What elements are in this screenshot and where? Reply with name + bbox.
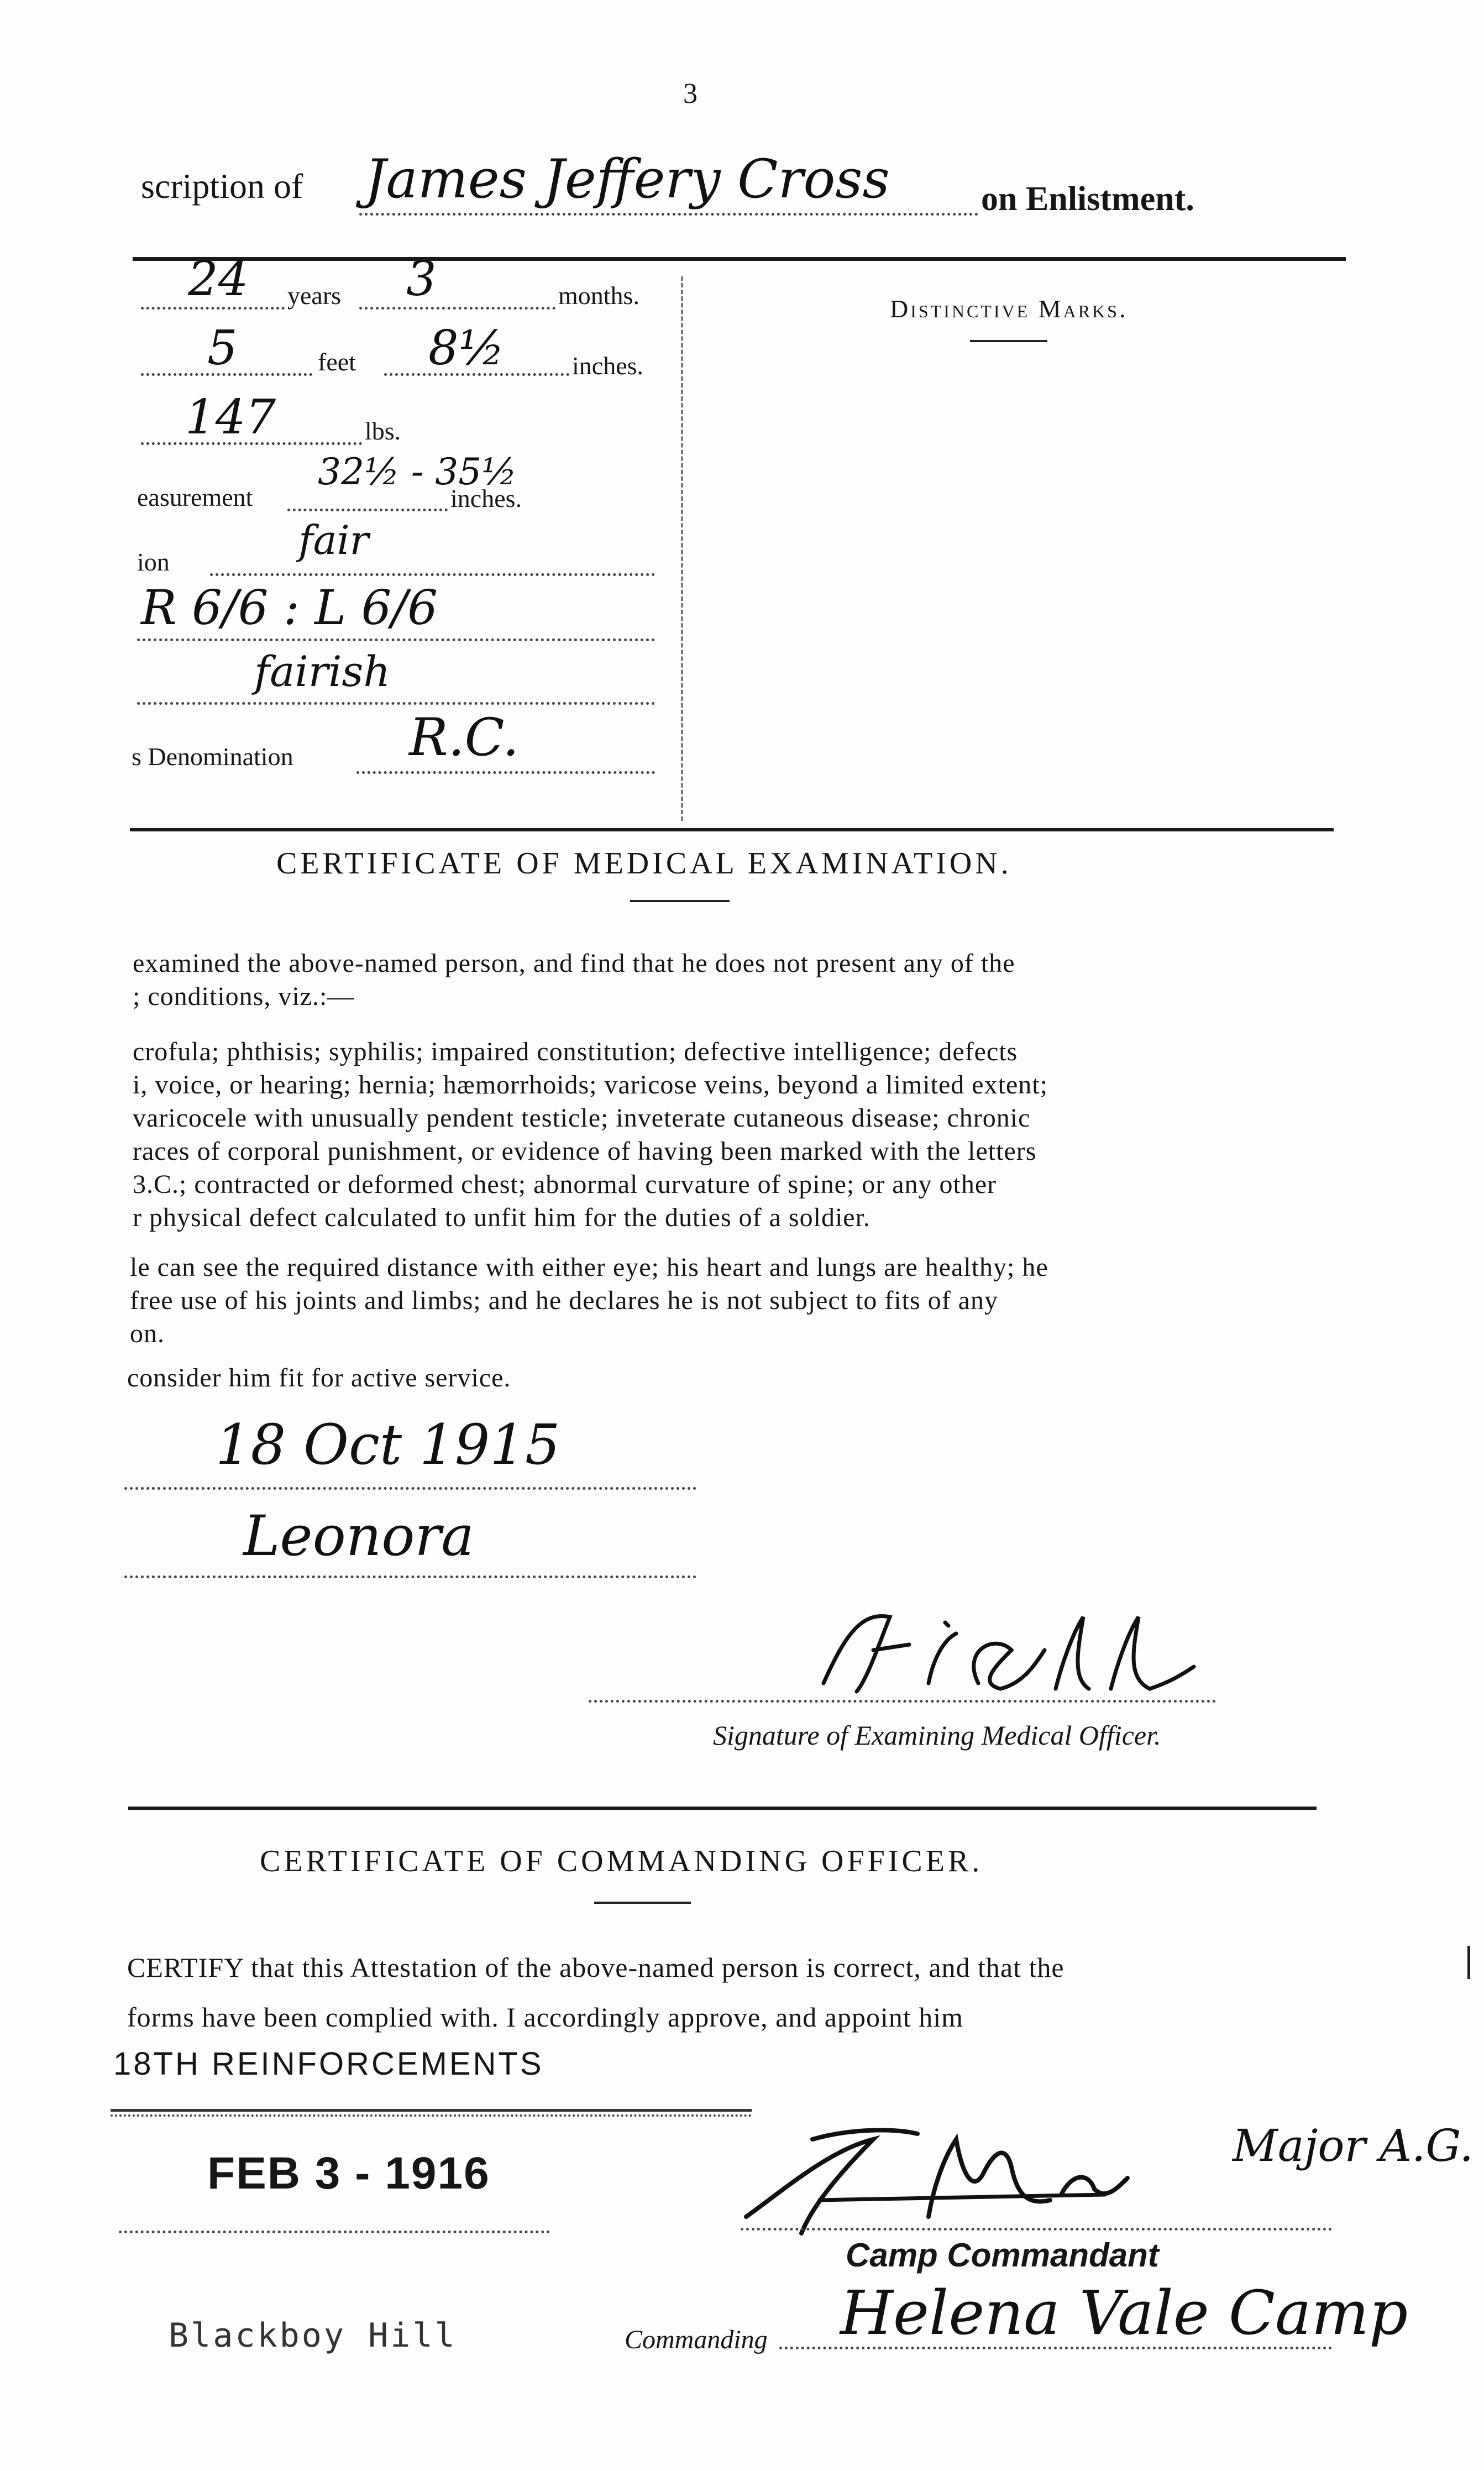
lbs-label: lbs. [365,417,401,445]
eyes: R 6/6 : L 6/6 [141,580,438,636]
medical-line: i, voice, or hearing; hernia; hæmorrhoids; varicose veins, beyond a limited extent; [133,1070,1048,1100]
hair-dots [137,702,655,705]
height-inches: 8½ [428,321,505,376]
medical-title: CERTIFICATE OF MEDICAL EXAMINATION. [276,846,1012,881]
medical-line: on. [130,1319,165,1348]
medical-title-underline [630,900,730,902]
edge-mark [1467,1946,1470,1979]
unit-stamp: 18TH REINFORCEMENTS [113,2046,544,2082]
header-suffix: on Enlistment. [981,180,1194,218]
page-number: 3 [683,78,698,109]
complexion-label: ion [137,548,170,576]
section-rule-2 [128,1807,1317,1810]
complexion-dots [210,573,655,576]
medical-line: examined the above-named person, and find that he does not present any of the [133,949,1015,978]
chest-value: 32½ - 35½ [318,451,517,493]
medical-line: races of corporal punishment, or evidence of having been marked with the letters [133,1137,1037,1166]
age-years: 24 [188,252,249,307]
months-label: months. [558,281,639,310]
exam-date: 18 Oct 1915 [216,1412,560,1477]
co-signature-dots [741,2228,1332,2231]
medical-line: ; conditions, viz.:— [133,982,355,1011]
exam-place: Leonora [243,1504,474,1568]
exam-place-dots [124,1575,696,1578]
distinctive-marks-title: Distinctive Marks. [890,295,1128,323]
religion-dots [356,771,655,774]
medical-line: crofula; phthisis; syphilis; impaired constitution; defective intelligence; defects [133,1037,1018,1066]
commanding-title: CERTIFICATE OF COMMANDING OFFICER. [260,1844,983,1878]
title-stamp: Camp Commandant [846,2237,1159,2274]
exam-date-dots [124,1487,696,1490]
chest-unit: inches. [450,484,522,512]
age-months: 3 [406,252,437,307]
place-stamp: Blackboy Hill [169,2316,457,2355]
age-years-dots [141,307,285,310]
medical-line: le can see the required distance with either eye; his heart and lungs are healthy; he [130,1253,1048,1282]
commanding-label: Commanding [625,2325,768,2354]
chest-dots [287,509,448,511]
commanding-title-underline [594,1902,691,1904]
commanding-line: forms have been complied with. I accordingly approve, and appoint him [127,2002,964,2033]
unit-dots [111,2114,752,2117]
header-name-dots [359,213,978,216]
chest-label: easurement [137,483,253,511]
complexion: fair [298,517,369,563]
medical-line: consider him fit for active service. [127,1363,511,1392]
eyes-dots [137,638,655,641]
header-prefix: scription of [141,166,303,206]
inches-label: inches. [572,352,644,380]
date-dots [119,2231,550,2233]
co-rank: Major A.G. [1233,2120,1473,2171]
medical-line: r physical defect calculated to unfit him for the duties of a soldier. [133,1203,871,1232]
height-feet: 5 [207,321,238,376]
years-label: years [287,281,342,310]
religion-label: s Denomination [132,742,293,771]
co-camp: Helena Vale Camp [840,2278,1408,2348]
religion: R.C. [409,708,520,768]
header-rule [133,257,1346,261]
column-divider [681,276,683,821]
unit-line [111,2109,752,2112]
medical-officer-signature [812,1600,1199,1705]
medical-line: varicocele with unusually pendent testicle; inveterate cutaneous disease; chronic [133,1103,1031,1133]
medical-line: free use of his joints and limbs; and he declares he is not subject to fits of any [130,1286,998,1315]
feet-label: feet [318,348,356,376]
enlistee-name: James Jeffery Cross [365,148,890,210]
age-months-dots [359,307,555,310]
medical-line: 3.C.; contracted or deformed chest; abnormal curvature of spine; or any other [133,1170,997,1199]
commanding-line: CERTIFY that this Attestation of the above-named person is correct, and that the [127,1952,1065,1983]
section-rule-1 [130,828,1334,831]
mo-signature-caption: Signature of Examining Medical Officer. [713,1720,1161,1751]
weight: 147 [185,390,276,445]
hair: fairish [254,647,391,696]
distinctive-marks-underline [970,340,1047,342]
date-stamp: FEB 3 - 1916 [207,2148,490,2198]
